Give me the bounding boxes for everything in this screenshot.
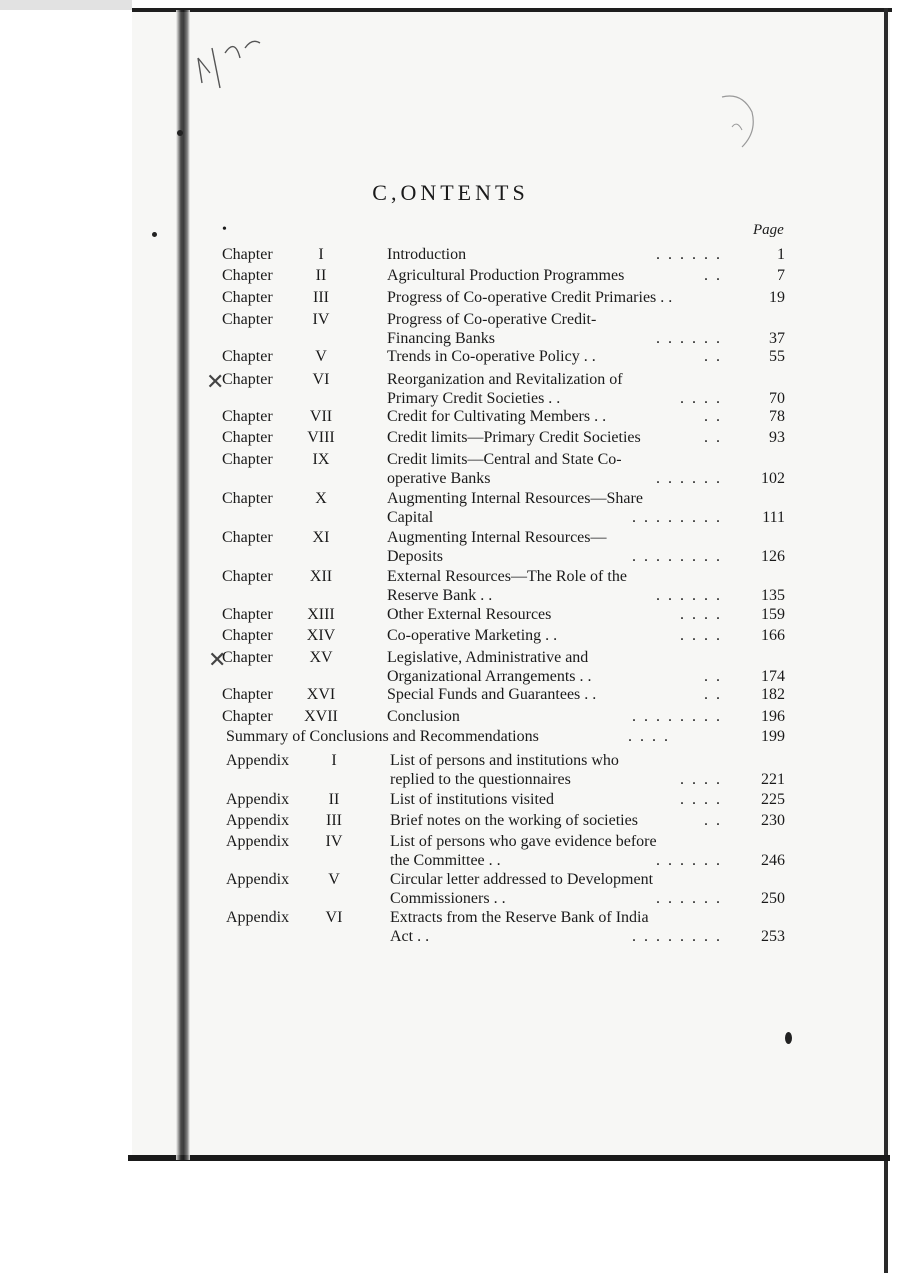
page-edge-top <box>132 8 892 12</box>
ink-speck <box>785 1032 792 1044</box>
page-number: 159 <box>761 606 785 623</box>
entry-title-line: Progress of Co-operative Credit Primaries . . <box>387 289 673 306</box>
entry-title-line: replied to the questionnaires <box>390 771 571 788</box>
entry-title-line: Credit limits—Central and State Co- <box>387 451 622 468</box>
leader-dots: . . . . . . . . <box>632 509 722 526</box>
leader-dots: . . <box>704 267 722 284</box>
entry-number: XI <box>312 529 330 546</box>
entry-kind-label: Chapter <box>222 348 273 365</box>
entry-kind-label: Appendix <box>226 871 290 888</box>
entry-title-line: Introduction <box>387 246 467 263</box>
entry-title-line: Other External Resources <box>387 606 552 623</box>
page-number: 135 <box>761 587 785 604</box>
entry-number: I <box>331 752 337 769</box>
page-edge-bottom <box>128 1155 890 1161</box>
leader-dots: . . . . . . <box>656 852 722 869</box>
entry-title-line: Brief notes on the working of societies <box>390 812 638 829</box>
leader-dots: . . <box>704 812 722 829</box>
entry-number: II <box>328 791 340 808</box>
entry-number: XVI <box>306 686 336 703</box>
page-number: 1 <box>777 246 785 263</box>
leader-dots: . . . . <box>680 627 722 644</box>
entry-title-line: Legislative, Administrative and <box>387 649 589 666</box>
entry-number: VIII <box>307 429 335 446</box>
leader-dots: . . . . . . <box>656 246 722 263</box>
entry-kind-label: Chapter <box>222 408 273 425</box>
pencil-bracket-icon <box>712 92 762 152</box>
entry-number: VII <box>309 408 333 425</box>
leader-dots: . . <box>704 686 722 703</box>
entry-kind-label: Appendix <box>226 909 290 926</box>
entry-title-line: Circular letter addressed to Development <box>390 871 654 888</box>
x-mark-icon: ✕ <box>206 370 225 395</box>
entry-title-line: Extracts from the Reserve Bank of India <box>390 909 649 926</box>
entry-title-line: Act . . <box>390 928 430 945</box>
entry-number: IX <box>312 451 330 468</box>
entry-title-line: Primary Credit Societies . . <box>387 390 561 407</box>
scan-margin <box>0 0 132 10</box>
entry-number: V <box>315 348 327 365</box>
entry-title-line: Progress of Co-operative Credit- <box>387 311 597 328</box>
page-number: 93 <box>769 429 785 446</box>
leader-dots: . . . . . . <box>656 587 722 604</box>
entry-title-line: Capital <box>387 509 434 526</box>
page-number: 7 <box>777 267 785 284</box>
leader-dots: . . . . . . <box>656 890 722 907</box>
x-mark-icon: ✕ <box>208 648 227 673</box>
bullet-mark: • <box>222 222 227 237</box>
entry-title-line: Reserve Bank . . <box>387 587 493 604</box>
entry-kind-label: Appendix <box>226 791 290 808</box>
leader-dots: . . . . . . . . <box>632 708 722 725</box>
entry-kind-label: Chapter <box>222 708 273 725</box>
entry-kind-label: Chapter <box>222 568 273 585</box>
entry-title-line: the Committee . . <box>390 852 501 869</box>
entry-title-line: Trends in Co-operative Policy . . <box>387 348 596 365</box>
entry-number: III <box>326 812 342 829</box>
page-number: 37 <box>769 330 785 347</box>
pencil-scribble-icon <box>190 28 270 98</box>
entry-kind-label: Appendix <box>226 752 290 769</box>
entry-kind-label: Chapter <box>222 649 273 666</box>
page-number: 250 <box>761 890 785 907</box>
page-number: 246 <box>761 852 785 869</box>
entry-title-line: Co-operative Marketing . . <box>387 627 558 644</box>
entry-number: XIII <box>307 606 335 623</box>
leader-dots: . . . . <box>628 728 670 745</box>
page-number: 230 <box>761 812 785 829</box>
entry-number: IV <box>312 311 330 328</box>
entry-title-line: Credit limits—Primary Credit Societies <box>387 429 641 446</box>
entry-kind-label: Chapter <box>222 311 273 328</box>
page-number: 174 <box>761 668 785 685</box>
leader-dots: . . . . . . <box>656 330 722 347</box>
page-number: 225 <box>761 791 785 808</box>
entry-number: XV <box>309 649 333 666</box>
entry-title-line: Credit for Cultivating Members . . <box>387 408 607 425</box>
entry-number: XII <box>309 568 333 585</box>
leader-dots: . . . . <box>680 771 722 788</box>
ink-speck <box>177 130 183 136</box>
entry-title-line: List of institutions visited <box>390 791 555 808</box>
summary-entry[interactable]: Summary of Conclusions and Recommendations <box>226 728 539 745</box>
leader-dots: . . . . . . <box>656 470 722 487</box>
page-number: 221 <box>761 771 785 788</box>
leader-dots: . . <box>704 348 722 365</box>
entry-kind-label: Chapter <box>222 289 273 306</box>
entry-title-line: Conclusion <box>387 708 460 725</box>
entry-title-line: Special Funds and Guarantees . . <box>387 686 597 703</box>
entry-number: XIV <box>306 627 336 644</box>
entry-kind-label: Chapter <box>222 246 273 263</box>
entry-kind-label: Chapter <box>222 429 273 446</box>
entry-title-line: Commissioners . . <box>390 890 506 907</box>
entry-title-line: Deposits <box>387 548 443 565</box>
entry-title-line: Augmenting Internal Resources— <box>387 529 607 546</box>
entry-number: X <box>315 490 327 507</box>
page-number: 55 <box>769 348 785 365</box>
entry-kind-label: Chapter <box>222 686 273 703</box>
ink-speck <box>152 232 157 237</box>
leader-dots: . . <box>704 408 722 425</box>
entry-kind-label: Chapter <box>222 627 273 644</box>
entry-kind-label: Chapter <box>222 606 273 623</box>
entry-number: XVII <box>304 708 338 725</box>
page-number: 78 <box>769 408 785 425</box>
entry-title-line: List of persons and institutions who <box>390 752 619 769</box>
entry-title-line: operative Banks <box>387 470 491 487</box>
entry-title-line: Agricultural Production Programmes <box>387 267 625 284</box>
entry-kind-label: Chapter <box>222 267 273 284</box>
leader-dots: . . . . . . . . <box>632 548 722 565</box>
leader-dots: . . <box>704 429 722 446</box>
page-number: 70 <box>769 390 785 407</box>
entry-number: VI <box>312 371 330 388</box>
entry-title-line: External Resources—The Role of the <box>387 568 627 585</box>
entry-title-line: Augmenting Internal Resources—Share <box>387 490 643 507</box>
entry-kind-label: Appendix <box>226 833 290 850</box>
leader-dots: . . . . <box>680 390 722 407</box>
entry-number: I <box>318 246 324 263</box>
entry-kind-label: Chapter <box>222 490 273 507</box>
leader-dots: . . . . . . . . <box>632 928 722 945</box>
page-number: 111 <box>762 509 785 526</box>
entry-title-line: Reorganization and Revitalization of <box>387 371 623 388</box>
leader-dots: . . . . <box>680 791 722 808</box>
page-number: 182 <box>761 686 785 703</box>
entry-kind-label: Appendix <box>226 812 290 829</box>
entry-title-line: List of persons who gave evidence before <box>390 833 657 850</box>
page-number: 196 <box>761 708 785 725</box>
entry-number: V <box>328 871 340 888</box>
entry-title-line: Financing Banks <box>387 330 495 347</box>
entry-title-line: Organizational Arrangements . . <box>387 668 592 685</box>
entry-kind-label: Chapter <box>222 529 273 546</box>
page-number: 19 <box>769 289 785 306</box>
page-number: 102 <box>761 470 785 487</box>
entry-kind-label: Chapter <box>222 451 273 468</box>
page-number: 126 <box>761 548 785 565</box>
leader-dots: . . <box>704 668 722 685</box>
page-number: 253 <box>761 928 785 945</box>
entry-number: IV <box>325 833 343 850</box>
page-column-label: Page <box>753 222 784 238</box>
entry-number: III <box>313 289 329 306</box>
entry-kind-label: Chapter <box>222 371 273 388</box>
page-number: 199 <box>761 728 785 745</box>
entry-number: VI <box>325 909 343 926</box>
leader-dots: . . . . <box>680 606 722 623</box>
contents-heading: C,ONTENTS <box>372 180 529 205</box>
page-number: 166 <box>761 627 785 644</box>
entry-number: II <box>315 267 327 284</box>
